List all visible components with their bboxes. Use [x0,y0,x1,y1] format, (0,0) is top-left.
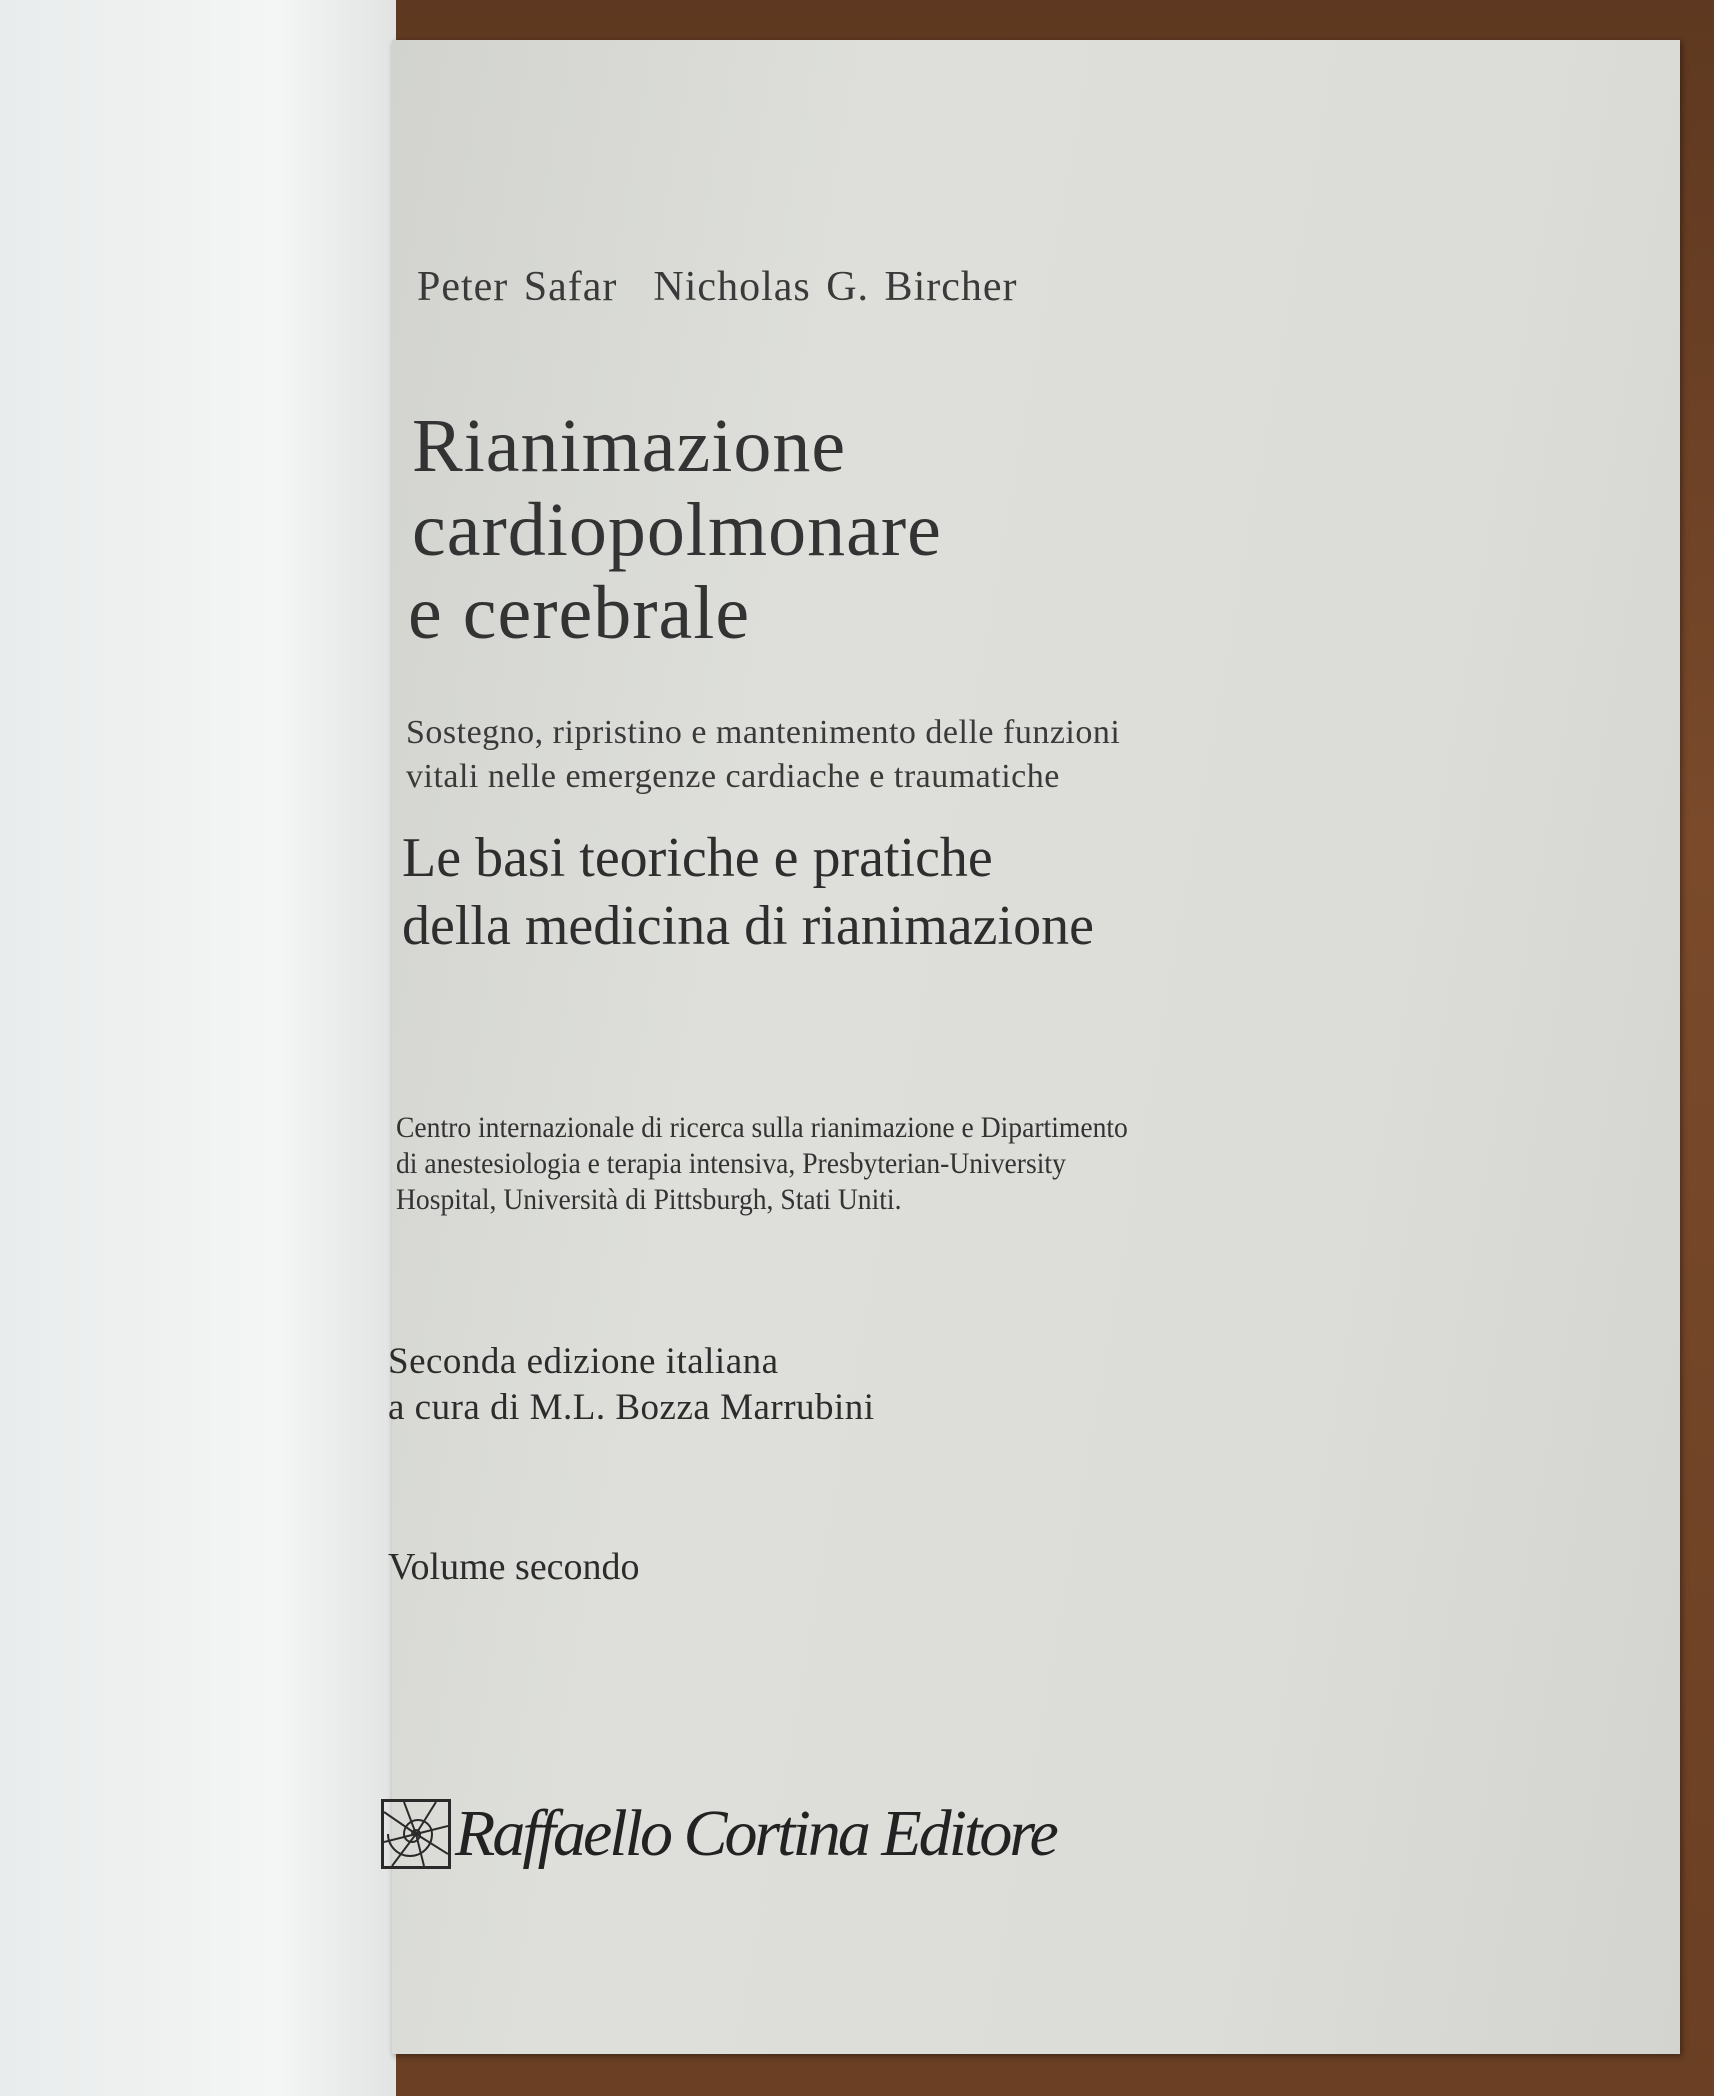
publisher-name: Raffaello Cortina Editore [455,1797,1056,1870]
affiliation-line: Hospital, Università di Pittsburgh, Stati Uniti. [396,1183,902,1216]
book-title-line: e cerebrale [408,571,751,655]
tagline-line: della medicina di rianimazione [402,895,1094,957]
edition-line: Seconda edizione italiana [388,1341,779,1382]
affiliation-line: Centro internazionale di ricerca sulla rianimazione e Dipartimento [396,1111,1128,1144]
publisher-logo [381,1796,1056,1872]
edition-line: a cura di M.L. Bozza Marrubini [388,1387,875,1428]
nautilus-shell-icon [381,1799,451,1869]
subtitle-line: vitali nelle emergenze cardiache e traumatiche [406,758,1060,795]
authors [417,266,1018,308]
left-blank-page [0,0,396,2096]
tagline-line: Le basi teoriche e pratiche [402,827,993,889]
title-page [392,40,1680,2054]
book-title-line: cardiopolmonare [412,488,942,572]
book-title-line: Rianimazione [412,404,847,488]
affiliation-line: di anestesiologia e terapia intensiva, Presbyterian-University [396,1147,1066,1180]
volume-label: Volume secondo [388,1546,640,1588]
author: Peter Safar [417,264,618,310]
author: Nicholas G. Bircher [653,264,1018,310]
subtitle-line: Sostegno, ripristino e mantenimento delle funzioni [406,714,1121,751]
